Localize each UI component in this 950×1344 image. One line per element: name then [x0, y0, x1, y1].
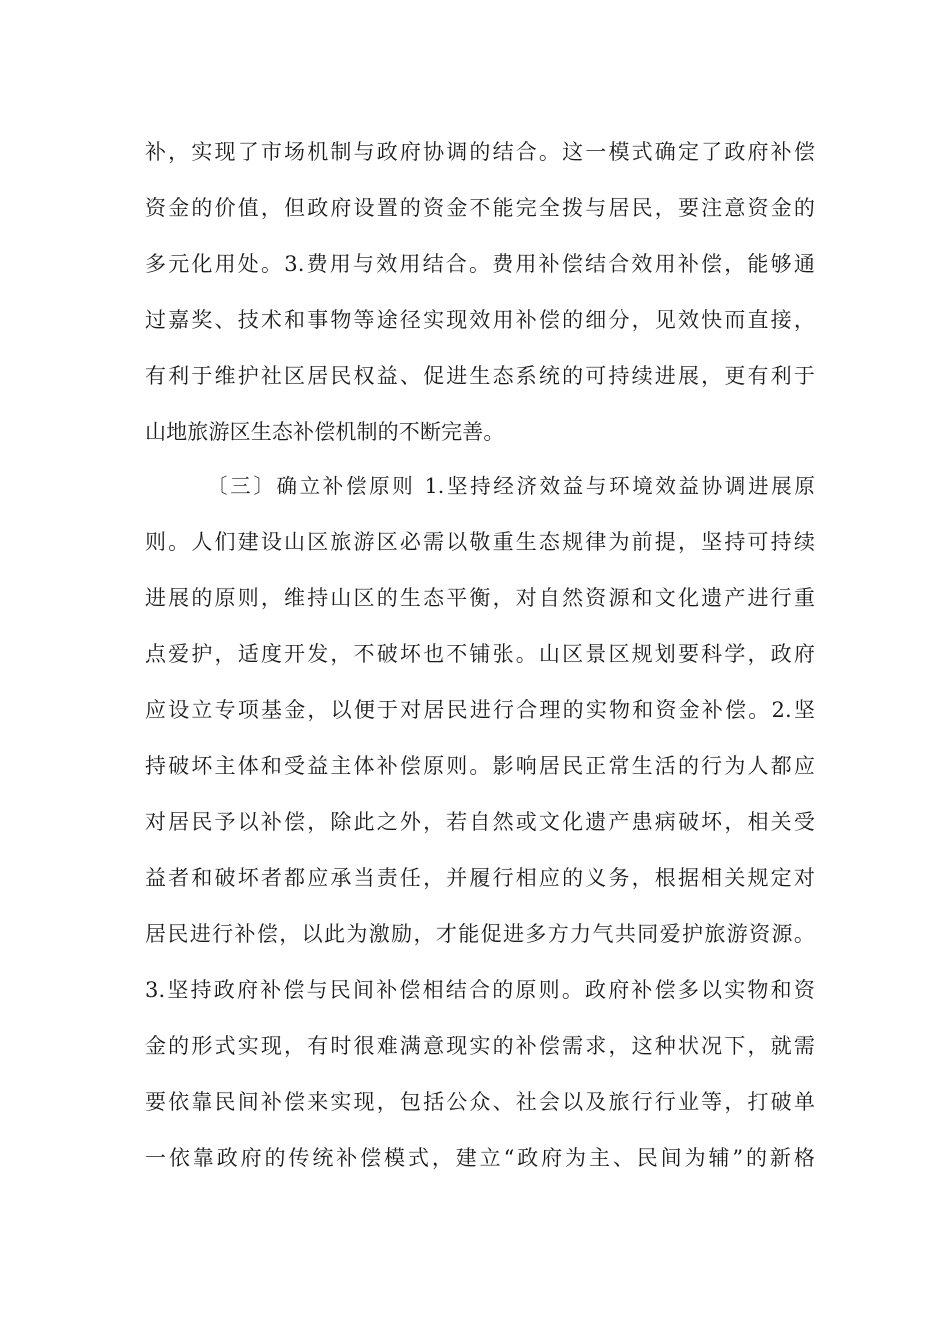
text-line: 点爱护，适度开发，不破坏也不铺张。山区景区规划要科学，政府 — [145, 642, 815, 666]
text-line: 多元化用处。3.费用与效用结合。费用补偿结合效用补偿，能够通 — [145, 252, 815, 276]
text-line: 应设立专项基金，以便于对居民进行合理的实物和资金补偿。2.坚 — [145, 698, 815, 722]
text-line: 益者和破坏者都应承当责任，并履行相应的义务，根据相关规定对 — [145, 866, 815, 890]
text-line: 对居民予以补偿，除此之外，若自然或文化遗产患病破坏，相关受 — [145, 810, 815, 834]
text-line: 山地旅游区生态补偿机制的不断完善。 — [145, 420, 505, 444]
text-line: 过嘉奖、技术和事物等途径实现效用补偿的细分，见效快而直接， — [145, 308, 815, 332]
text-line: 进展的原则，维持山区的生态平衡，对自然资源和文化遗产进行重 — [145, 586, 815, 610]
text-line: 资金的价值，但政府设置的资金不能完全拨与居民，要注意资金的 — [145, 196, 815, 220]
text-line: 有利于维护社区居民权益、促进生态系统的可持续进展，更有利于 — [145, 364, 815, 388]
text-line: 持破坏主体和受益主体补偿原则。影响居民正常生活的行为人都应 — [145, 754, 815, 778]
text-line: 金的形式实现，有时很难满意现实的补偿需求，这种状况下，就需 — [145, 1034, 815, 1058]
text-line: 补，实现了市场机制与政府协调的结合。这一模式确定了政府补偿 — [145, 140, 815, 164]
text-line: 居民进行补偿，以此为激励，才能促进多方力气共同爱护旅游资源。 — [145, 922, 815, 946]
paragraph-compensation-principles — [145, 458, 815, 1186]
text-line: 要依靠民间补偿来实现，包括公众、社会以及旅行行业等，打破单 — [145, 1090, 815, 1114]
text-line: 则。人们建设山区旅游区必需以敬重生态规律为前提，坚持可持续 — [145, 530, 815, 554]
text-line-section-heading: 〔三〕确立补偿原则 1.坚持经济效益与环境效益协调进展原 — [207, 474, 815, 498]
paragraph-ecological-compensation-modes — [145, 124, 815, 460]
text-line: 3.坚持政府补偿与民间补偿相结合的原则。政府补偿多以实物和资 — [145, 978, 815, 1002]
text-line: 一依靠政府的传统补偿模式，建立“政府为主、民间为辅”的新格 — [145, 1146, 815, 1170]
